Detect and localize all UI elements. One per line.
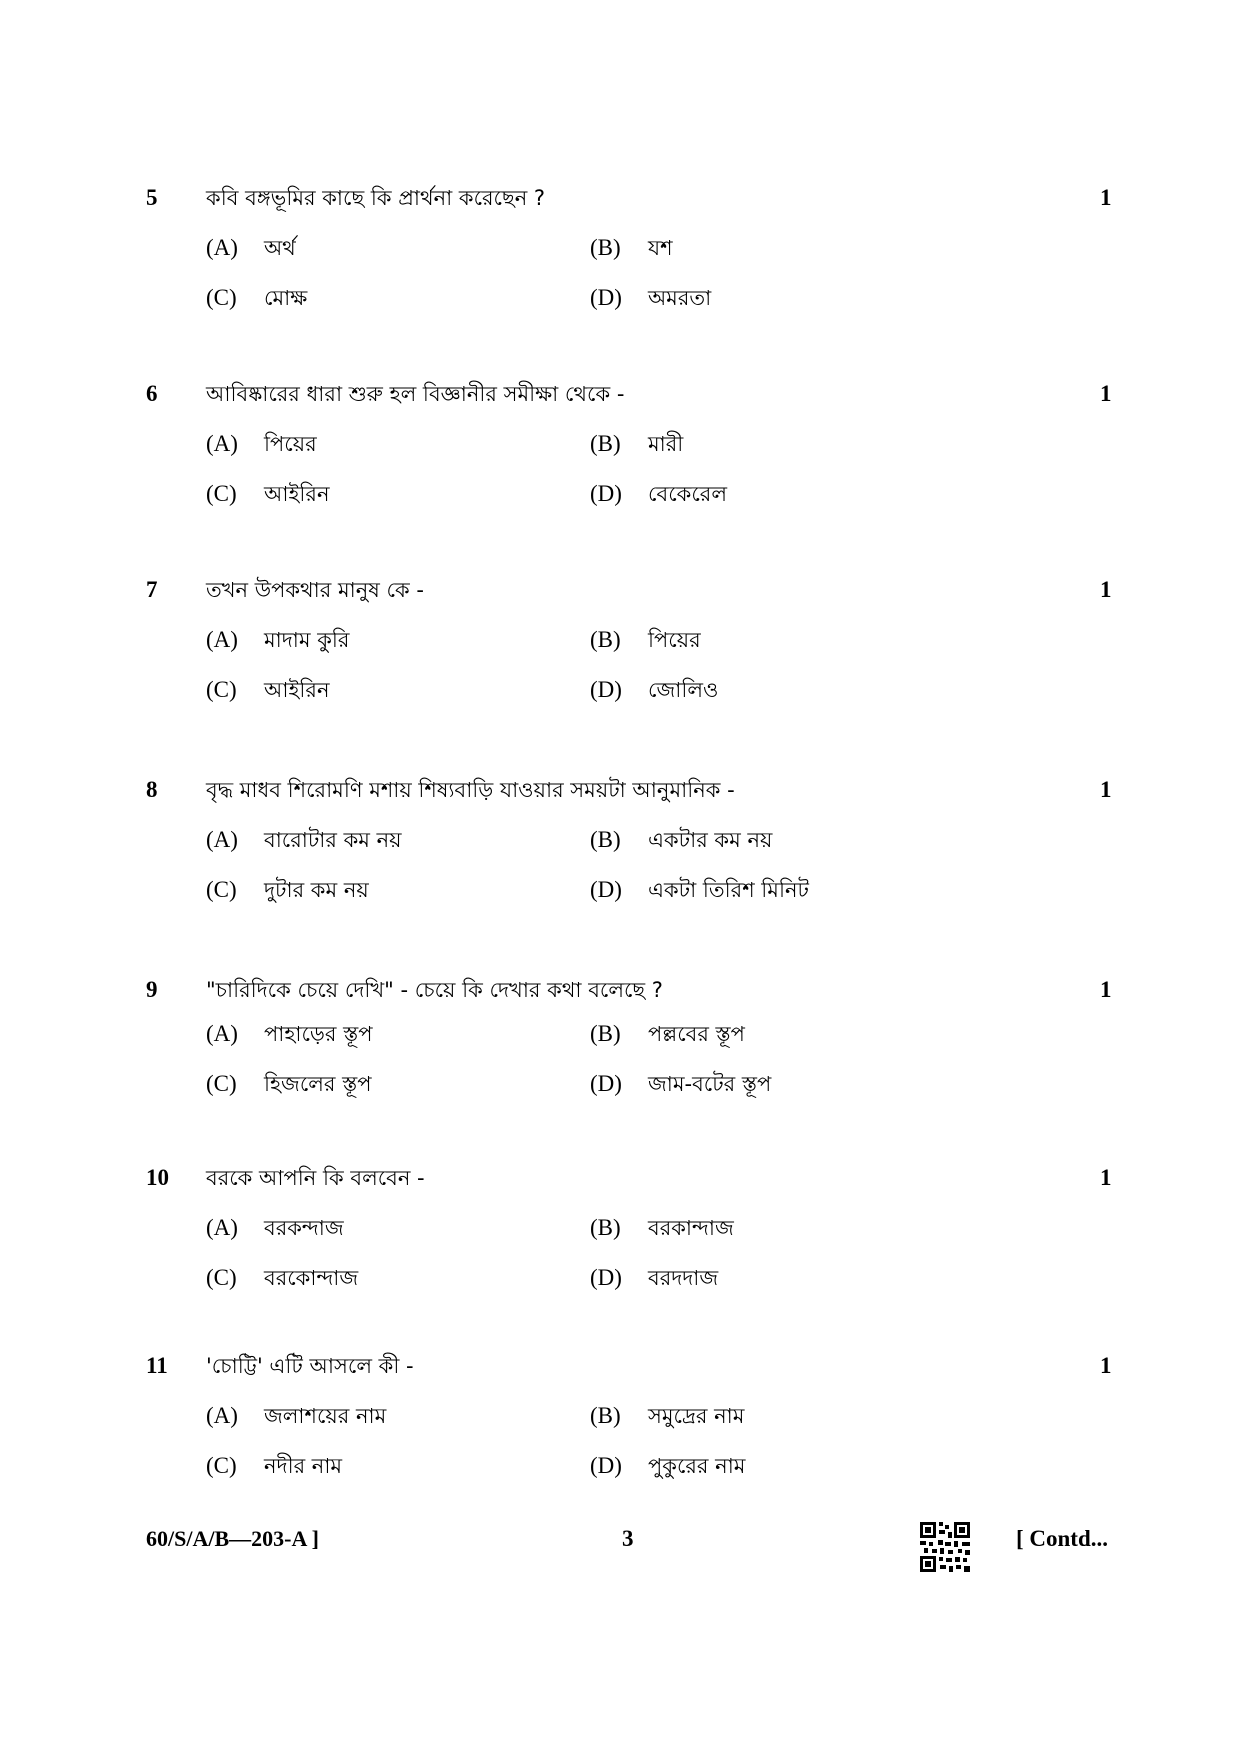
question-marks: 1 <box>1100 185 1112 210</box>
option-c <box>206 1064 372 1104</box>
question-row <box>0 1346 1240 1386</box>
option-b <box>590 1014 745 1054</box>
question-8 <box>0 770 1240 950</box>
question-marks: 1 <box>1100 977 1112 1002</box>
option-text: বরকন্দাজ <box>264 1216 344 1240</box>
question-number: 10 <box>146 1165 169 1190</box>
option-text: আইরিন <box>264 678 330 702</box>
question-row <box>0 374 1240 414</box>
option-label: (B) <box>590 1021 621 1046</box>
question-row <box>0 770 1240 810</box>
question-row <box>0 970 1240 1010</box>
option-label: (C) <box>206 1453 237 1478</box>
option-label: (C) <box>206 1071 237 1096</box>
question-number: 7 <box>146 577 158 602</box>
option-label: (A) <box>206 1403 238 1428</box>
option-a <box>206 1208 344 1248</box>
option-text: পুকুরের নাম <box>648 1454 746 1478</box>
question-11 <box>0 1346 1240 1526</box>
option-b <box>590 820 772 860</box>
option-text: যশ <box>648 236 673 260</box>
option-d <box>590 474 727 514</box>
option-c <box>206 1446 342 1486</box>
option-label: (D) <box>590 877 622 902</box>
question-text: 'চোট্টি' এটি আসলে কী - <box>206 1354 414 1378</box>
option-text: জলাশয়ের নাম <box>264 1404 387 1428</box>
option-label: (C) <box>206 677 237 702</box>
option-text: পিয়ের <box>648 628 701 652</box>
option-text: অর্থ <box>264 236 296 260</box>
option-text: হিজলের স্তূপ <box>264 1072 372 1096</box>
option-label: (C) <box>206 285 237 310</box>
option-b <box>590 1396 744 1436</box>
question-row <box>0 1158 1240 1198</box>
option-text: জোলিও <box>648 678 719 702</box>
option-c <box>206 1258 358 1298</box>
option-label: (A) <box>206 627 238 652</box>
option-label: (A) <box>206 1215 238 1240</box>
option-a <box>206 820 402 860</box>
option-b <box>590 620 701 660</box>
option-label: (D) <box>590 1071 622 1096</box>
question-number: 5 <box>146 185 158 210</box>
question-number: 6 <box>146 381 158 406</box>
option-d <box>590 1446 745 1486</box>
option-text: আইরিন <box>264 482 330 506</box>
option-a <box>206 620 349 660</box>
option-text: দুটার কম নয় <box>264 878 369 902</box>
option-label: (D) <box>590 285 622 310</box>
question-marks: 1 <box>1100 777 1112 802</box>
option-b <box>590 228 673 268</box>
option-a <box>206 1396 386 1436</box>
option-text: পল্লবের স্তূপ <box>648 1022 745 1046</box>
option-text: সমুদ্রের নাম <box>648 1404 745 1428</box>
option-label: (B) <box>590 827 621 852</box>
option-text: বেকেরেল <box>648 482 727 506</box>
option-text: বারোটার কম নয় <box>264 828 402 852</box>
option-text: বরদদাজ <box>648 1266 719 1290</box>
question-text: "চারিদিকে চেয়ে দেখি" - চেয়ে কি দেখার কথা বলেছে ? <box>206 978 663 1002</box>
question-marks: 1 <box>1100 577 1112 602</box>
option-text: নদীর নাম <box>264 1454 343 1478</box>
option-text: পিয়ের <box>264 432 317 456</box>
option-label: (A) <box>206 827 238 852</box>
option-label: (A) <box>206 431 238 456</box>
question-text: বরকে আপনি কি বলবেন - <box>206 1166 425 1190</box>
question-number: 8 <box>146 777 158 802</box>
question-row <box>0 178 1240 218</box>
option-c <box>206 474 330 514</box>
question-text: বৃদ্ধ মাধব শিরোমণি মশায় শিষ্যবাড়ি যাওয়ার সময়টা আনুমানিক - <box>206 778 735 802</box>
option-text: একটার কম নয় <box>648 828 773 852</box>
option-label: (B) <box>590 1215 621 1240</box>
option-label: (C) <box>206 1265 237 1290</box>
option-c <box>206 670 330 710</box>
option-d <box>590 278 711 318</box>
option-d <box>590 1064 771 1104</box>
question-5 <box>0 178 1240 358</box>
option-text: পাহাড়ের স্তূপ <box>264 1022 373 1046</box>
option-label: (A) <box>206 1021 238 1046</box>
qr-code-icon <box>918 1520 972 1574</box>
page-number: 3 <box>622 1526 634 1551</box>
question-marks: 1 <box>1100 1353 1112 1378</box>
question-text: তখন উপকথার মানুষ কে - <box>206 578 424 602</box>
option-label: (B) <box>590 1403 621 1428</box>
option-label: (D) <box>590 481 622 506</box>
option-text: মাদাম কুরি <box>264 628 350 652</box>
question-text: কবি বঙ্গভূমির কাছে কি প্রার্থনা করেছেন ? <box>206 186 546 210</box>
option-label: (C) <box>206 877 237 902</box>
option-label: (A) <box>206 235 238 260</box>
question-7 <box>0 570 1240 750</box>
question-marks: 1 <box>1100 1165 1112 1190</box>
option-label: (D) <box>590 1453 622 1478</box>
question-6 <box>0 374 1240 554</box>
option-text: একটা তিরিশ মিনিট <box>648 878 809 902</box>
option-d <box>590 870 809 910</box>
option-a <box>206 1014 372 1054</box>
paper-code: 60/S/A/B—203-A ] <box>146 1526 319 1551</box>
option-c <box>206 278 307 318</box>
option-a <box>206 228 296 268</box>
option-c <box>206 870 369 910</box>
option-text: জাম-বটের স্তূপ <box>648 1072 772 1096</box>
option-label: (D) <box>590 1265 622 1290</box>
question-9 <box>0 970 1240 1150</box>
question-text: আবিষ্কারের ধারা শুরু হল বিজ্ঞানীর সমীক্ষা থেকে - <box>206 382 625 406</box>
option-d <box>590 1258 718 1298</box>
option-d <box>590 670 719 710</box>
option-label: (C) <box>206 481 237 506</box>
question-number: 11 <box>146 1353 168 1378</box>
question-row <box>0 570 1240 610</box>
option-text: মারী <box>648 432 684 456</box>
option-text: মোক্ষ <box>264 286 308 310</box>
option-text: বরকান্দাজ <box>648 1216 734 1240</box>
question-marks: 1 <box>1100 381 1112 406</box>
option-text: বরকোন্দাজ <box>264 1266 359 1290</box>
continued-marker: [ Contd... <box>1016 1526 1109 1551</box>
option-label: (D) <box>590 677 622 702</box>
option-label: (B) <box>590 235 621 260</box>
question-10 <box>0 1158 1240 1338</box>
question-number: 9 <box>146 977 158 1002</box>
option-b <box>590 424 683 464</box>
option-b <box>590 1208 734 1248</box>
option-label: (B) <box>590 627 621 652</box>
option-text: অমরতা <box>648 286 712 310</box>
option-a <box>206 424 317 464</box>
option-label: (B) <box>590 431 621 456</box>
